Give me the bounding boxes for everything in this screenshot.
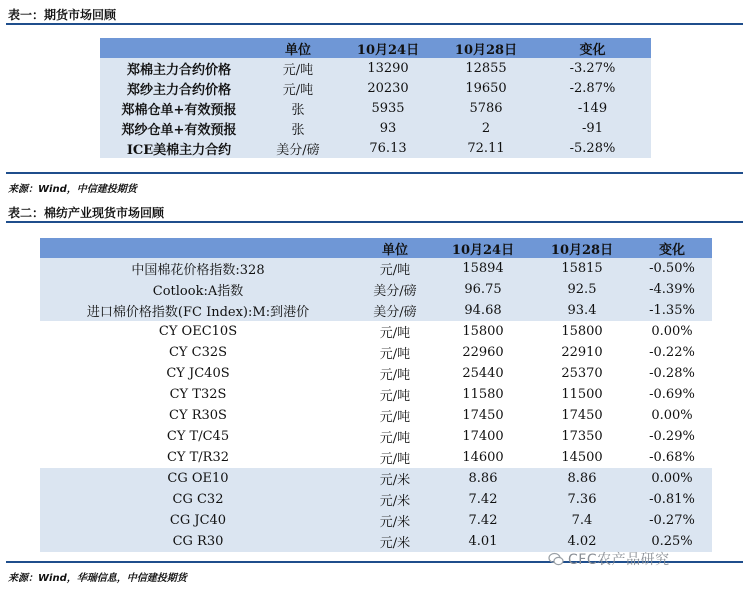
- change-cell: -3.27%: [534, 58, 651, 78]
- table-row: [40, 300, 712, 321]
- value-cell: 4.02: [532, 531, 632, 552]
- change-cell: 0.00%: [632, 468, 712, 489]
- unit-cell: 元/吨: [356, 447, 434, 468]
- watermark-text: CFC农产品研究: [568, 552, 670, 568]
- row-name: CY T32S: [40, 384, 356, 405]
- value-cell: 7.42: [434, 510, 532, 531]
- header-cell: 10月28日: [532, 238, 632, 258]
- table-row: [40, 363, 712, 384]
- unit-cell: 张: [258, 98, 338, 118]
- value-cell: 15894: [434, 258, 532, 279]
- row-name: 郑棉主力合约价格: [100, 58, 258, 78]
- value-cell: 72.11: [438, 138, 534, 158]
- row-name: 中国棉花价格指数:328: [40, 258, 356, 279]
- value-cell: 7.42: [434, 489, 532, 510]
- change-cell: -0.81%: [632, 489, 712, 510]
- change-cell: -5.28%: [534, 138, 651, 158]
- change-cell: -0.68%: [632, 447, 712, 468]
- table1-source: 来源：Wind，中信建投期货: [8, 184, 137, 195]
- value-cell: 94.68: [434, 300, 532, 321]
- value-cell: 15800: [532, 321, 632, 342]
- table-row: [100, 138, 651, 158]
- unit-cell: 元/吨: [258, 58, 338, 78]
- header-cell: 10月28日: [438, 38, 534, 58]
- change-cell: -4.39%: [632, 279, 712, 300]
- value-cell: 13290: [338, 58, 438, 78]
- value-cell: 17350: [532, 426, 632, 447]
- header-cell: [40, 238, 356, 258]
- value-cell: 5935: [338, 98, 438, 118]
- row-name: CY T/C45: [40, 426, 356, 447]
- unit-cell: 元/吨: [356, 384, 434, 405]
- header-cell: 变化: [632, 238, 712, 258]
- value-cell: 17400: [434, 426, 532, 447]
- value-cell: 20230: [338, 78, 438, 98]
- row-name: CY T/R32: [40, 447, 356, 468]
- unit-cell: 元/吨: [356, 405, 434, 426]
- value-cell: 14600: [434, 447, 532, 468]
- table1-title: 表一：期货市场回顾: [8, 8, 117, 22]
- row-name: CG C32: [40, 489, 356, 510]
- table-row: [40, 468, 712, 489]
- table-row: [40, 489, 712, 510]
- row-name: CY C32S: [40, 342, 356, 363]
- value-cell: 7.4: [532, 510, 632, 531]
- value-cell: 17450: [532, 405, 632, 426]
- row-name: Cotlook:A指数: [40, 279, 356, 300]
- value-cell: 8.86: [434, 468, 532, 489]
- header-cell: 10月24日: [338, 38, 438, 58]
- row-name: 进口棉价格指数(FC Index):M:到港价: [40, 300, 356, 321]
- row-name: 郑棉仓单+有效预报: [100, 98, 258, 118]
- table-row: [40, 447, 712, 468]
- table-row: [40, 405, 712, 426]
- row-name: CG OE10: [40, 468, 356, 489]
- spot-market-table: [40, 238, 712, 552]
- unit-cell: 美分/磅: [356, 300, 434, 321]
- table-header-row: [100, 38, 651, 58]
- value-cell: 7.36: [532, 489, 632, 510]
- row-name: CG JC40: [40, 510, 356, 531]
- unit-cell: 美分/磅: [356, 279, 434, 300]
- change-cell: 0.00%: [632, 405, 712, 426]
- header-cell: 变化: [534, 38, 651, 58]
- value-cell: 11500: [532, 384, 632, 405]
- change-cell: -149: [534, 98, 651, 118]
- value-cell: 15800: [434, 321, 532, 342]
- unit-cell: 元/吨: [356, 258, 434, 279]
- row-name: CY OEC10S: [40, 321, 356, 342]
- unit-cell: 元/米: [356, 468, 434, 489]
- value-cell: 8.86: [532, 468, 632, 489]
- unit-cell: 元/吨: [356, 363, 434, 384]
- change-cell: -0.27%: [632, 510, 712, 531]
- value-cell: 11580: [434, 384, 532, 405]
- table-row: [100, 98, 651, 118]
- unit-cell: 元/吨: [356, 342, 434, 363]
- wechat-icon: [548, 551, 564, 567]
- header-cell: 单位: [356, 238, 434, 258]
- table-row: [40, 279, 712, 300]
- table-header-row: [40, 238, 712, 258]
- table-row: [40, 384, 712, 405]
- value-cell: 96.75: [434, 279, 532, 300]
- change-cell: -1.35%: [632, 300, 712, 321]
- change-cell: -91: [534, 118, 651, 138]
- table-row: [40, 426, 712, 447]
- table-row: [40, 321, 712, 342]
- unit-cell: 元/吨: [258, 78, 338, 98]
- change-cell: -0.28%: [632, 363, 712, 384]
- change-cell: 0.00%: [632, 321, 712, 342]
- unit-cell: 元/吨: [356, 426, 434, 447]
- value-cell: 19650: [438, 78, 534, 98]
- table2-title: 表二：棉纺产业现货市场回顾: [8, 206, 165, 220]
- change-cell: -0.22%: [632, 342, 712, 363]
- table-row: [100, 58, 651, 78]
- change-cell: 0.25%: [632, 531, 712, 552]
- unit-cell: 元/吨: [356, 321, 434, 342]
- table-row: [100, 78, 651, 98]
- unit-cell: 张: [258, 118, 338, 138]
- value-cell: 12855: [438, 58, 534, 78]
- row-name: ICE美棉主力合约: [100, 138, 258, 158]
- header-cell: [100, 38, 258, 58]
- unit-cell: 元/米: [356, 531, 434, 552]
- table2-source: 来源：Wind，华瑞信息，中信建投期货: [8, 573, 187, 584]
- table-row: [100, 118, 651, 138]
- table2-top-rule: [6, 221, 743, 223]
- change-cell: -0.69%: [632, 384, 712, 405]
- value-cell: 92.5: [532, 279, 632, 300]
- unit-cell: 美分/磅: [258, 138, 338, 158]
- table-row: [40, 510, 712, 531]
- header-cell: 单位: [258, 38, 338, 58]
- unit-cell: 元/米: [356, 489, 434, 510]
- unit-cell: 元/米: [356, 510, 434, 531]
- value-cell: 22910: [532, 342, 632, 363]
- value-cell: 14500: [532, 447, 632, 468]
- row-name: CY R30S: [40, 405, 356, 426]
- table-row: [40, 258, 712, 279]
- value-cell: 93: [338, 118, 438, 138]
- value-cell: 22960: [434, 342, 532, 363]
- value-cell: 93.4: [532, 300, 632, 321]
- change-cell: -2.87%: [534, 78, 651, 98]
- value-cell: 15815: [532, 258, 632, 279]
- change-cell: -0.29%: [632, 426, 712, 447]
- value-cell: 25440: [434, 363, 532, 384]
- value-cell: 76.13: [338, 138, 438, 158]
- change-cell: -0.50%: [632, 258, 712, 279]
- value-cell: 25370: [532, 363, 632, 384]
- value-cell: 4.01: [434, 531, 532, 552]
- table1-top-rule: [6, 23, 743, 25]
- header-cell: 10月24日: [434, 238, 532, 258]
- row-name: 郑纱主力合约价格: [100, 78, 258, 98]
- row-name: 郑纱仓单+有效预报: [100, 118, 258, 138]
- futures-table: [100, 38, 651, 158]
- value-cell: 5786: [438, 98, 534, 118]
- table-row: [40, 342, 712, 363]
- row-name: CY JC40S: [40, 363, 356, 384]
- table1-bottom-rule: [6, 172, 743, 174]
- value-cell: 17450: [434, 405, 532, 426]
- value-cell: 2: [438, 118, 534, 138]
- row-name: CG R30: [40, 531, 356, 552]
